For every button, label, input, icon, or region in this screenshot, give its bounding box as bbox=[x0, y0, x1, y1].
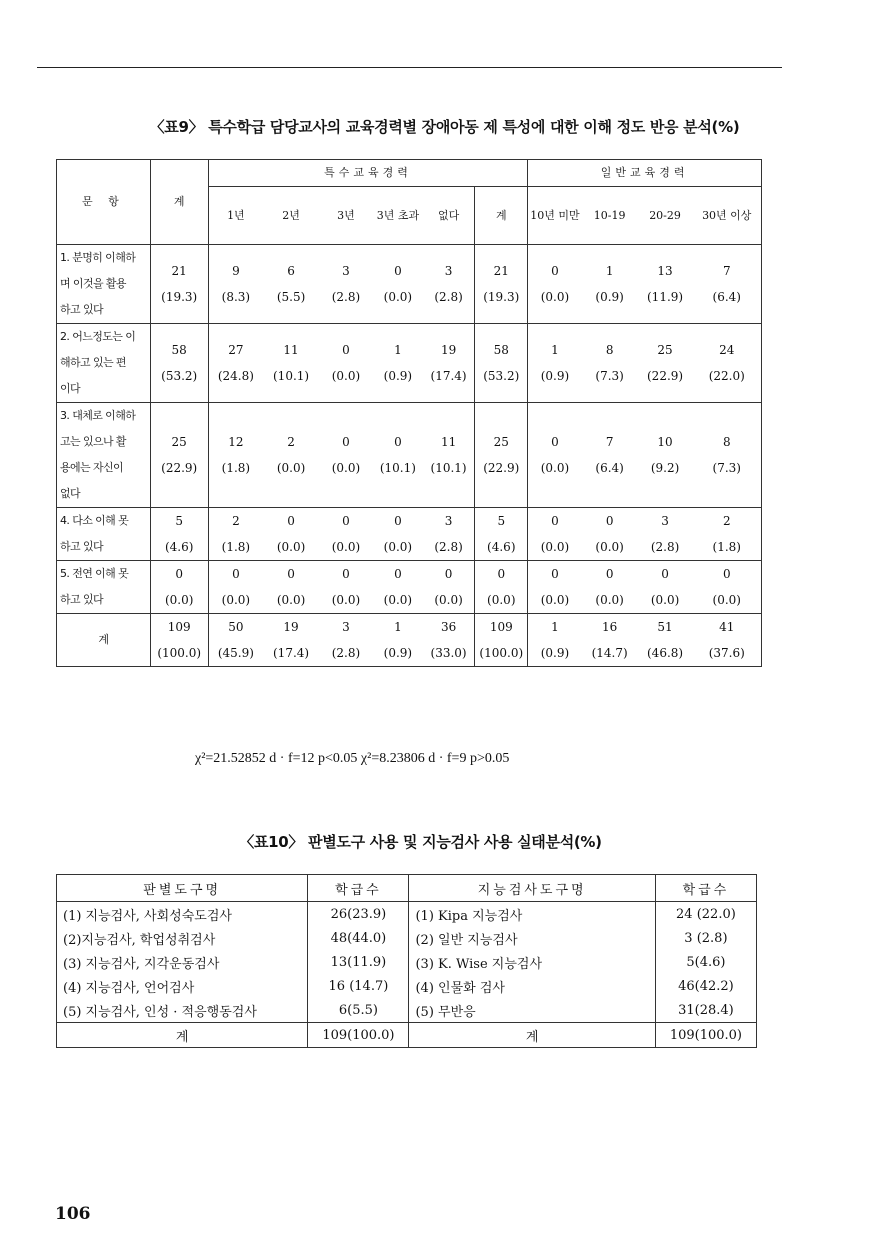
percent-value: (0.9) bbox=[383, 646, 413, 660]
tool-name: (3) 지능검사, 지각운동검사 bbox=[57, 950, 308, 974]
percent-value: (0.0) bbox=[712, 593, 741, 607]
table10-body bbox=[57, 902, 757, 1023]
percent-value: (0.0) bbox=[331, 369, 361, 383]
table9-cell bbox=[638, 614, 693, 667]
count-value: 5 bbox=[175, 514, 184, 528]
percent-value: (1.8) bbox=[221, 461, 251, 475]
percent-value: (7.3) bbox=[712, 461, 741, 475]
percent-value: (0.0) bbox=[540, 461, 570, 475]
table9-row bbox=[57, 403, 762, 508]
table9-cell bbox=[475, 403, 528, 508]
table9-cell bbox=[582, 508, 638, 561]
percent-value: (19.3) bbox=[483, 290, 520, 304]
class-count: 3 (2.8) bbox=[655, 926, 756, 950]
table9-cell bbox=[319, 508, 373, 561]
table9-cell bbox=[582, 403, 638, 508]
percent-value: (10.1) bbox=[379, 461, 416, 475]
table9-cell bbox=[150, 614, 208, 667]
percent-value: (2.8) bbox=[331, 290, 361, 304]
item-line: 없다 bbox=[60, 487, 81, 500]
table9-cell bbox=[528, 324, 582, 403]
table9-cell bbox=[528, 561, 582, 614]
percent-value: (0.0) bbox=[276, 593, 306, 607]
item-line: 하고 있다 bbox=[60, 540, 104, 553]
table9-cell bbox=[582, 324, 638, 403]
percent-value: (0.0) bbox=[276, 540, 306, 554]
count-value: 12 bbox=[228, 435, 244, 449]
table10-header: 지능검사도구명 bbox=[409, 875, 655, 902]
count-value: 0 bbox=[605, 514, 614, 528]
percent-value: (100.0) bbox=[157, 646, 202, 660]
count-value: 3 bbox=[661, 514, 669, 528]
table9-row bbox=[57, 245, 762, 324]
count-value: 24 bbox=[719, 343, 735, 357]
item-line: 5. 전연 이해 못 bbox=[60, 567, 129, 580]
percent-value: (53.2) bbox=[483, 369, 520, 383]
table9-cell bbox=[263, 403, 319, 508]
count-value: 0 bbox=[232, 567, 240, 581]
table9-cell bbox=[582, 614, 638, 667]
table9-cell bbox=[582, 245, 638, 324]
count-value: 7 bbox=[605, 435, 614, 449]
table9-caption: 〈표9〉 특수학급 담당교사의 교육경력별 장애아동 제 특성에 대한 이해 정도 반응 분석(%) bbox=[149, 118, 740, 136]
percent-value: (0.0) bbox=[434, 593, 463, 607]
count-value: 0 bbox=[444, 567, 453, 581]
table9-cell bbox=[150, 561, 208, 614]
count-value: 1 bbox=[551, 343, 559, 357]
table9-cell bbox=[693, 508, 762, 561]
table9-cell bbox=[475, 561, 528, 614]
table10-row bbox=[57, 950, 757, 974]
iq-test-name: (4) 인물화 검사 bbox=[409, 974, 655, 998]
count-value: 58 bbox=[171, 343, 187, 357]
percent-value: (0.0) bbox=[595, 540, 624, 554]
percent-value: (0.0) bbox=[650, 593, 680, 607]
percent-value: (2.8) bbox=[331, 646, 361, 660]
table9-cell bbox=[263, 245, 319, 324]
table9 bbox=[56, 159, 762, 667]
table9-cell bbox=[150, 245, 208, 324]
table9-cell bbox=[693, 614, 762, 667]
count-value: 8 bbox=[605, 343, 614, 357]
percent-value: (0.0) bbox=[383, 593, 413, 607]
percent-value: (1.8) bbox=[712, 540, 741, 554]
table9-cell bbox=[208, 561, 263, 614]
count-value: 0 bbox=[287, 514, 295, 528]
table9-cell bbox=[693, 324, 762, 403]
table9-cell bbox=[475, 324, 528, 403]
percent-value: (0.9) bbox=[383, 369, 413, 383]
percent-value: (14.7) bbox=[591, 646, 628, 660]
count-value: 13 bbox=[657, 264, 673, 278]
iq-test-name: (1) Kipa 지능검사 bbox=[409, 902, 655, 927]
percent-value: (0.0) bbox=[383, 540, 413, 554]
table9-cell bbox=[423, 561, 475, 614]
class-count: 26(23.9) bbox=[308, 902, 409, 927]
table10-header: 학급수 bbox=[308, 875, 409, 902]
count-value: 50 bbox=[228, 620, 244, 634]
percent-value: (37.6) bbox=[708, 646, 745, 660]
header-special-col: 계 bbox=[475, 187, 528, 245]
table10 bbox=[56, 874, 757, 1048]
count-value: 0 bbox=[394, 435, 402, 449]
count-value: 2 bbox=[722, 514, 731, 528]
table9-row bbox=[57, 508, 762, 561]
percent-value: (17.4) bbox=[430, 369, 467, 383]
count-value: 0 bbox=[342, 435, 350, 449]
table9-cell bbox=[423, 614, 475, 667]
table10-total-label: 계 bbox=[57, 1023, 308, 1048]
count-value: 41 bbox=[719, 620, 735, 634]
percent-value: (4.6) bbox=[164, 540, 194, 554]
header-special-col: 1년 bbox=[208, 187, 263, 245]
table9-cell bbox=[263, 324, 319, 403]
table9-cell bbox=[475, 508, 528, 561]
percent-value: (19.3) bbox=[161, 290, 198, 304]
percent-value: (33.0) bbox=[430, 646, 467, 660]
header-general-col: 10년 미만 bbox=[528, 187, 582, 245]
percent-value: (11.9) bbox=[647, 290, 684, 304]
percent-value: (2.8) bbox=[434, 540, 463, 554]
percent-value: (45.9) bbox=[217, 646, 254, 660]
percent-value: (0.0) bbox=[331, 593, 361, 607]
iq-test-name: (3) K. Wise 지능검사 bbox=[409, 950, 655, 974]
header-special-col: 2년 bbox=[282, 208, 300, 222]
tool-name: (2)지능검사, 학업성취검사 bbox=[57, 926, 308, 950]
item-line: 4. 다소 이해 못 bbox=[60, 514, 129, 527]
count-value: 3 bbox=[342, 620, 350, 634]
percent-value: (7.3) bbox=[595, 369, 624, 383]
table10-row bbox=[57, 998, 757, 1023]
table9-cell bbox=[638, 561, 693, 614]
table9-row bbox=[57, 324, 762, 403]
header-special-col: 3년 초과 bbox=[376, 208, 420, 222]
header-general-col: 20-29 bbox=[649, 208, 681, 222]
table10-row bbox=[57, 902, 757, 927]
count-value: 0 bbox=[287, 567, 295, 581]
percent-value: (10.1) bbox=[430, 461, 467, 475]
count-value: 25 bbox=[657, 343, 673, 357]
percent-value: (22.9) bbox=[161, 461, 198, 475]
count-value: 0 bbox=[551, 514, 559, 528]
count-value: 0 bbox=[722, 567, 731, 581]
table9-cell bbox=[638, 245, 693, 324]
count-value: 10 bbox=[657, 435, 673, 449]
table9-cell bbox=[208, 403, 263, 508]
percent-value: (53.2) bbox=[161, 369, 198, 383]
table9-cell bbox=[208, 614, 263, 667]
table9-cell bbox=[150, 324, 208, 403]
percent-value: (0.0) bbox=[383, 290, 413, 304]
count-value: 11 bbox=[440, 435, 457, 449]
table9-row-item bbox=[57, 614, 151, 667]
table9-row-item bbox=[57, 324, 151, 403]
table10-row bbox=[57, 926, 757, 950]
count-value: 3 bbox=[444, 264, 453, 278]
percent-value: (0.0) bbox=[276, 461, 306, 475]
count-value: 0 bbox=[661, 567, 669, 581]
top-rule bbox=[37, 67, 782, 68]
header-general-col: 30년 이상 bbox=[702, 208, 752, 222]
percent-value: (0.0) bbox=[331, 461, 361, 475]
tool-name: (4) 지능검사, 언어검사 bbox=[57, 974, 308, 998]
header-special-col: 없다 bbox=[437, 208, 460, 222]
count-value: 3 bbox=[444, 514, 453, 528]
table10-row bbox=[57, 974, 757, 998]
table9-row-item bbox=[57, 245, 151, 324]
item-line: 2. 어느정도는 이 bbox=[60, 330, 136, 343]
table9-cell bbox=[373, 508, 423, 561]
class-count: 5(4.6) bbox=[655, 950, 756, 974]
count-value: 2 bbox=[287, 435, 295, 449]
count-value: 109 bbox=[489, 620, 513, 634]
table9-cell bbox=[423, 245, 475, 324]
item-line: 계 bbox=[98, 633, 109, 646]
percent-value: (0.0) bbox=[595, 593, 624, 607]
percent-value: (5.5) bbox=[276, 290, 306, 304]
count-value: 6 bbox=[287, 264, 295, 278]
percent-value: (4.6) bbox=[487, 540, 516, 554]
table9-cell bbox=[475, 614, 528, 667]
table9-cell bbox=[638, 403, 693, 508]
percent-value: (0.0) bbox=[540, 290, 570, 304]
table10-total-value: 109(100.0) bbox=[308, 1023, 409, 1048]
table9-cell bbox=[373, 561, 423, 614]
header-item: 문 항 bbox=[57, 160, 151, 245]
count-value: 51 bbox=[657, 620, 673, 634]
table10-header: 판별도구명 bbox=[57, 875, 308, 902]
table9-cell bbox=[373, 245, 423, 324]
table9-cell bbox=[373, 324, 423, 403]
table9-cell bbox=[638, 324, 693, 403]
count-value: 0 bbox=[551, 435, 559, 449]
table9-cell bbox=[373, 614, 423, 667]
table9-cell bbox=[528, 245, 582, 324]
count-value: 0 bbox=[394, 567, 402, 581]
item-line: 하고 있다 bbox=[60, 303, 104, 316]
header-general-col: 10-19 bbox=[593, 208, 626, 222]
table9-cell bbox=[475, 245, 528, 324]
chi-square-stats: χ²=21.52852 d · f=12 p<0.05 χ²=8.23806 d · f=9 p>0.05 bbox=[195, 751, 510, 766]
table9-cell bbox=[319, 561, 373, 614]
percent-value: (100.0) bbox=[479, 646, 524, 660]
percent-value: (0.0) bbox=[221, 593, 251, 607]
table9-row-item bbox=[57, 561, 151, 614]
percent-value: (0.9) bbox=[540, 646, 570, 660]
count-value: 0 bbox=[394, 514, 402, 528]
table9-cell bbox=[638, 508, 693, 561]
table9-row bbox=[57, 561, 762, 614]
count-value: 21 bbox=[171, 264, 187, 278]
tool-name: (1) 지능검사, 사회성숙도검사 bbox=[57, 902, 308, 927]
table9-cell bbox=[528, 403, 582, 508]
count-value: 0 bbox=[551, 264, 559, 278]
item-line: 이다 bbox=[60, 382, 81, 395]
table9-cell bbox=[150, 403, 208, 508]
table9-cell bbox=[263, 508, 319, 561]
header-special-col: 3년 bbox=[337, 208, 355, 222]
table9-body bbox=[57, 245, 762, 667]
page-number: 106 bbox=[55, 1204, 91, 1224]
percent-value: (22.9) bbox=[483, 461, 520, 475]
count-value: 27 bbox=[228, 343, 244, 357]
table9-cell bbox=[423, 508, 475, 561]
percent-value: (46.8) bbox=[647, 646, 684, 660]
class-count: 46(42.2) bbox=[655, 974, 756, 998]
tool-name: (5) 지능검사, 인성 · 적응행동검사 bbox=[57, 998, 308, 1023]
table9-cell bbox=[208, 508, 263, 561]
count-value: 1 bbox=[551, 620, 559, 634]
percent-value: (22.9) bbox=[647, 369, 684, 383]
table9-cell bbox=[263, 614, 319, 667]
table9-cell bbox=[150, 508, 208, 561]
count-value: 25 bbox=[171, 435, 187, 449]
table9-cell bbox=[582, 561, 638, 614]
count-value: 0 bbox=[342, 343, 350, 357]
percent-value: (24.8) bbox=[217, 369, 254, 383]
table9-cell bbox=[528, 614, 582, 667]
item-line: 며 이것을 활용 bbox=[60, 277, 126, 290]
percent-value: (6.4) bbox=[595, 461, 624, 475]
count-value: 19 bbox=[283, 620, 299, 634]
class-count: 16 (14.7) bbox=[308, 974, 409, 998]
class-count: 48(44.0) bbox=[308, 926, 409, 950]
table9-cell bbox=[693, 403, 762, 508]
table10-total-label: 계 bbox=[409, 1023, 655, 1048]
item-line: 1. 분명히 이해하 bbox=[60, 251, 136, 264]
percent-value: (0.0) bbox=[164, 593, 194, 607]
count-value: 0 bbox=[605, 567, 614, 581]
header-total: 계 bbox=[150, 160, 208, 245]
iq-test-name: (2) 일반 지능검사 bbox=[409, 926, 655, 950]
table9-cell bbox=[373, 403, 423, 508]
table10-total-value: 109(100.0) bbox=[655, 1023, 756, 1048]
count-value: 0 bbox=[342, 514, 350, 528]
count-value: 2 bbox=[232, 514, 240, 528]
percent-value: (0.9) bbox=[595, 290, 624, 304]
class-count: 31(28.4) bbox=[655, 998, 756, 1023]
table9-row bbox=[57, 614, 762, 667]
table9-cell bbox=[423, 324, 475, 403]
count-value: 8 bbox=[722, 435, 731, 449]
percent-value: (17.4) bbox=[273, 646, 310, 660]
header-special-group: 특수교육경력 bbox=[208, 160, 528, 187]
table9-cell bbox=[208, 324, 263, 403]
count-value: 58 bbox=[493, 343, 509, 357]
count-value: 11 bbox=[283, 343, 299, 357]
table9-cell bbox=[693, 561, 762, 614]
count-value: 7 bbox=[722, 264, 731, 278]
class-count: 6(5.5) bbox=[308, 998, 409, 1023]
count-value: 3 bbox=[342, 264, 350, 278]
item-line: 용에는 자신이 bbox=[60, 461, 124, 474]
item-line: 3. 대체로 이해하 bbox=[60, 409, 136, 422]
count-value: 21 bbox=[493, 264, 509, 278]
table9-cell bbox=[319, 614, 373, 667]
percent-value: (22.0) bbox=[708, 369, 745, 383]
percent-value: (6.4) bbox=[712, 290, 741, 304]
count-value: 16 bbox=[601, 620, 618, 634]
item-line: 해하고 있는 편 bbox=[60, 356, 126, 369]
count-value: 0 bbox=[175, 567, 184, 581]
count-value: 0 bbox=[497, 567, 506, 581]
table10-caption: 〈표10〉 판별도구 사용 및 지능검사 사용 실태분석(%) bbox=[239, 833, 602, 851]
percent-value: (8.3) bbox=[221, 290, 251, 304]
count-value: 1 bbox=[394, 620, 402, 634]
header-general-group: 일반교육경력 bbox=[528, 160, 762, 187]
table9-cell bbox=[263, 561, 319, 614]
item-line: 고는 있으나 활 bbox=[60, 435, 126, 448]
table9-cell bbox=[423, 403, 475, 508]
percent-value: (0.0) bbox=[331, 540, 361, 554]
count-value: 0 bbox=[342, 567, 350, 581]
count-value: 0 bbox=[551, 567, 559, 581]
count-value: 109 bbox=[167, 620, 191, 634]
percent-value: (0.0) bbox=[487, 593, 516, 607]
percent-value: (2.8) bbox=[650, 540, 680, 554]
table9-cell bbox=[319, 324, 373, 403]
table10-header: 학급수 bbox=[655, 875, 756, 902]
table9-cell bbox=[208, 245, 263, 324]
count-value: 1 bbox=[605, 264, 614, 278]
percent-value: (10.1) bbox=[273, 369, 310, 383]
count-value: 1 bbox=[394, 343, 402, 357]
count-value: 36 bbox=[440, 620, 457, 634]
table9-cell bbox=[693, 245, 762, 324]
item-line: 하고 있다 bbox=[60, 593, 104, 606]
count-value: 25 bbox=[493, 435, 509, 449]
percent-value: (2.8) bbox=[434, 290, 463, 304]
table9-row-item bbox=[57, 403, 151, 508]
class-count: 24 (22.0) bbox=[655, 902, 756, 927]
percent-value: (9.2) bbox=[650, 461, 680, 475]
table9-cell bbox=[319, 245, 373, 324]
iq-test-name: (5) 무반응 bbox=[409, 998, 655, 1023]
percent-value: (0.0) bbox=[540, 540, 570, 554]
count-value: 9 bbox=[232, 264, 240, 278]
percent-value: (0.0) bbox=[540, 593, 570, 607]
percent-value: (1.8) bbox=[221, 540, 251, 554]
count-value: 5 bbox=[497, 514, 506, 528]
class-count: 13(11.9) bbox=[308, 950, 409, 974]
count-value: 0 bbox=[394, 264, 402, 278]
count-value: 19 bbox=[440, 343, 457, 357]
percent-value: (0.9) bbox=[540, 369, 570, 383]
table9-row-item bbox=[57, 508, 151, 561]
table9-cell bbox=[528, 508, 582, 561]
table9-cell bbox=[319, 403, 373, 508]
